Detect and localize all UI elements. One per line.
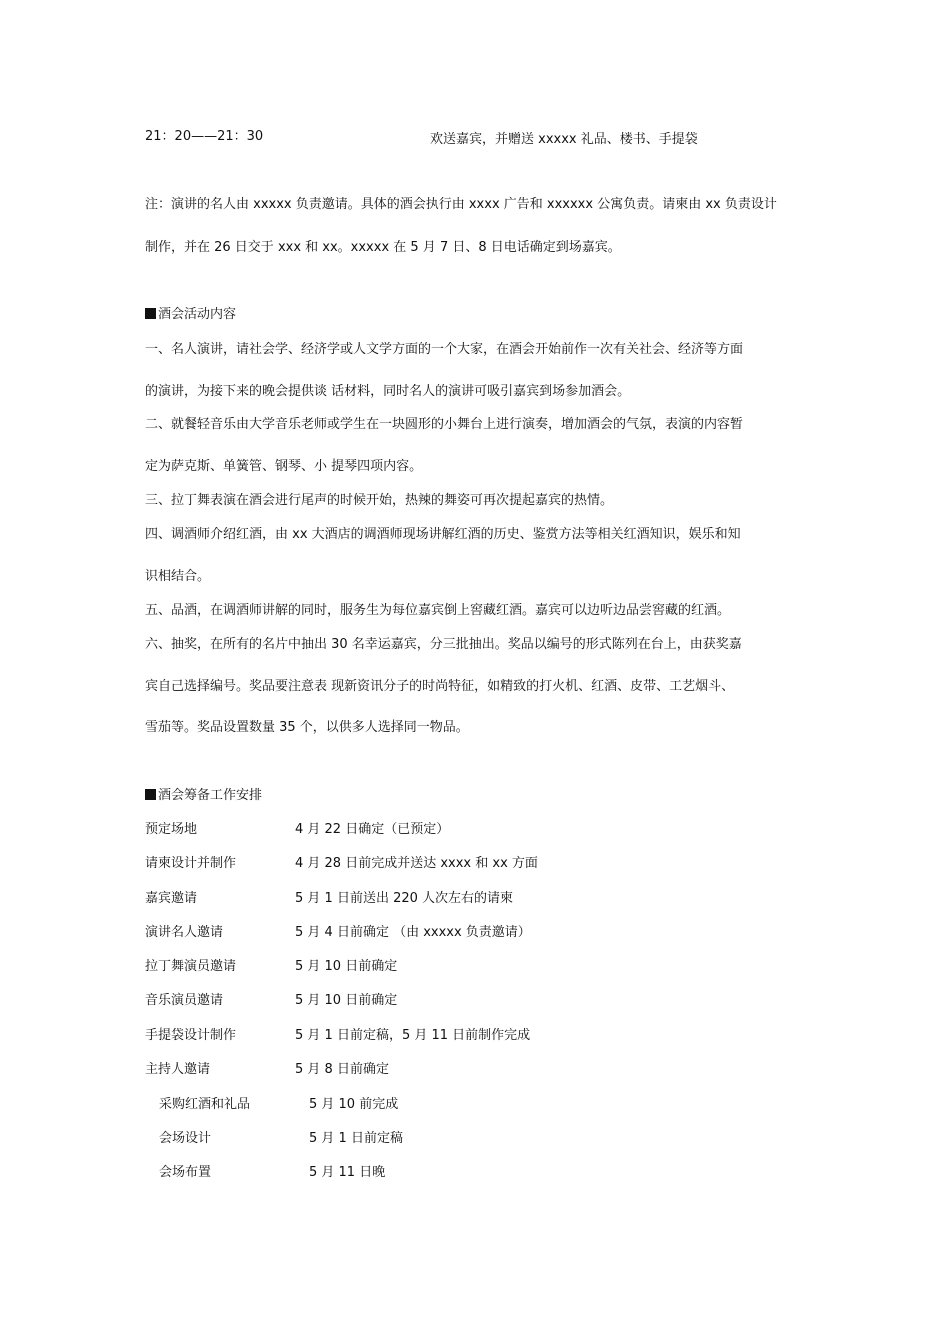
preparation-heading-text: 酒会筹备工作安排 [158,788,263,803]
schedule-time: 4 月 28 日前完成并送达 xxxx 和 xx 方面 [295,856,538,871]
activities-line: 宾自己选择编号。奖品要注意表 现新资讯分子的时尚特征，如精致的打火机、红酒、皮带、工艺烟斗、 [145,679,735,694]
schedule-row [145,958,805,976]
schedule-row [145,924,805,942]
schedule-time: 5 月 10 日前确定 [295,993,398,1008]
agenda-row [145,128,263,146]
schedule-task: 演讲名人邀请 [145,925,224,940]
agenda-time: 21：20——21：30 [145,129,264,144]
schedule-task: 请柬设计并制作 [145,856,237,871]
schedule-task: 手提袋设计制作 [145,1028,237,1043]
schedule-time: 5 月 11 日晚 [309,1165,386,1180]
schedule-time: 5 月 10 日前确定 [295,959,398,974]
schedule-time: 4 月 22 日确定（已预定） [295,822,450,837]
square-bullet-icon [145,789,156,800]
schedule-time: 5 月 8 日前确定 [295,1062,389,1077]
activities-line: 雪茄等。奖品设置数量 35 个，以供多人选择同一物品。 [145,720,469,735]
schedule-task: 会场布置 [159,1165,212,1180]
schedule-row [145,1164,805,1182]
schedule-task: 预定场地 [145,822,198,837]
activities-line: 三、拉丁舞表演在酒会进行尾声的时候开始，热辣的舞姿可再次提起嘉宾的热情。 [145,493,614,508]
note-line: 制作，并在 26 日交于 xxx 和 xx。xxxxx 在 5 月 7 日、8 日电话确定到场嘉宾。 [145,240,621,255]
schedule-row [145,1130,805,1148]
activities-line: 的演讲，为接下来的晚会提供谈 话材料，同时名人的演讲可吸引嘉宾到场参加酒会。 [145,384,631,399]
schedule-time: 5 月 4 日前确定 （由 xxxxx 负责邀请） [295,925,531,940]
activities-line: 五、品酒，在调酒师讲解的同时，服务生为每位嘉宾倒上窖藏红酒。嘉宾可以边听边品尝窖藏的红酒。 [145,603,731,618]
activities-line: 一、名人演讲，请社会学、经济学或人文学方面的一个大家，在酒会开始前作一次有关社会、经济等方面 [145,342,744,357]
square-bullet-icon [145,308,156,319]
activities-line: 四、调酒师介绍红酒，由 xx 大酒店的调酒师现场讲解红酒的历史、鉴赏方法等相关红酒知识，娱乐和知 [145,527,741,542]
schedule-time: 5 月 10 前完成 [309,1097,399,1112]
note-line: 注：演讲的名人由 xxxxx 负责邀请。具体的酒会执行由 xxxx 广告和 xxxxxx 公寓负责。请柬由 xx 负责设计 [145,197,777,212]
activities-line: 识相结合。 [145,569,211,584]
schedule-task: 采购红酒和礼品 [159,1097,251,1112]
schedule-row [145,1027,805,1045]
activities-line: 二、就餐轻音乐由大学音乐老师或学生在一块圆形的小舞台上进行演奏，增加酒会的气氛，表演的内容暂 [145,417,744,432]
schedule-row [145,890,805,908]
agenda-activity: 欢送嘉宾，并赠送 xxxxx 礼品、楼书、手提袋 [430,132,698,147]
schedule-row [145,1061,805,1079]
schedule-task: 音乐演员邀请 [145,993,224,1008]
activities-heading-text: 酒会活动内容 [158,307,237,322]
schedule-row [145,855,805,873]
activities-line: 定为萨克斯、单簧管、钢琴、小 提琴四项内容。 [145,459,423,474]
schedule-task: 拉丁舞演员邀请 [145,959,237,974]
schedule-task: 会场设计 [159,1131,212,1146]
activities-heading [145,306,236,324]
schedule-time: 5 月 1 日前定稿，5 月 11 日前制作完成 [295,1028,531,1043]
schedule-task: 嘉宾邀请 [145,891,198,906]
activities-line: 六、抽奖，在所有的名片中抽出 30 名幸运嘉宾，分三批抽出。奖品以编号的形式陈列在台上，由获奖嘉 [145,637,742,652]
schedule-task: 主持人邀请 [145,1062,211,1077]
preparation-heading [145,787,262,805]
schedule-row [145,821,805,839]
schedule-row [145,992,805,1010]
schedule-row [145,1096,805,1114]
schedule-time: 5 月 1 日前定稿 [309,1131,403,1146]
schedule-time: 5 月 1 日前送出 220 人次左右的请柬 [295,891,514,906]
